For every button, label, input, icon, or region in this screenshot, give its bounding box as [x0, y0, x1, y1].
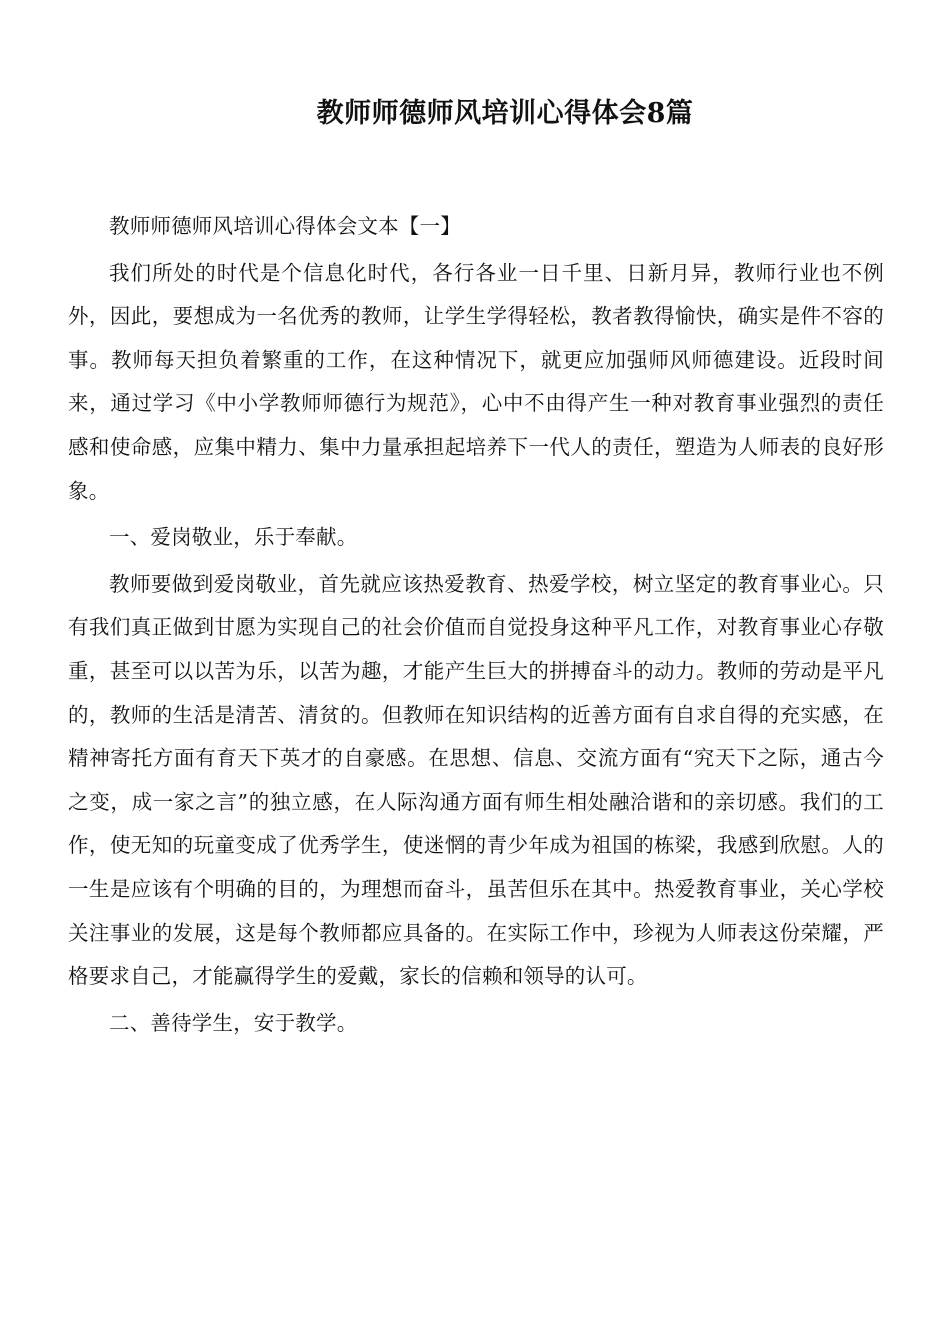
intro-paragraph: 我们所处的时代是个信息化时代，各行各业一日千里、日新月异，教师行业也不例外，因此，要想成为一名优秀的教师，让学生学得轻松，教者教得愉快，确实是件不容的事。教师每天担负着繁重的工作，在这种情况下，就更应加强师风师德建设。近段时间来，通过学习《中小学教师师德行为规范》，心中不由得产生一种对教育事业强烈的责任感和使命感，应集中精力、集中力量承担起培养下一代人的责任，塑造为人师表的良好形象。 [68, 260, 884, 503]
subheading-one: 一、爱岗敬业，乐于奉献。 [109, 525, 358, 550]
document-body [68, 205, 884, 1048]
section-heading-text-one: 教师师德师风培训心得体会文本【一】 [109, 214, 461, 238]
document-title: 教师师德师风培训心得体会8篇 [316, 98, 694, 129]
body-paragraph-one: 教师要做到爱岗敬业，首先就应该热爱教育、热爱学校，树立坚定的教育事业心。只有我们真正做到甘愿为实现自己的社会价值而自觉投身这种平凡工作，对教育事业心存敬重，甚至可以以苦为乐，以苦为趣，才能产生巨大的拼搏奋斗的动力。教师的劳动是平凡的，教师的生活是清苦、清贫的。但教师在知识结构的近善方面有自求自得的充实感，在精神寄托方面有育天下英才的自豪感。在思想、信息、交流方面有“究天下之际，通古今之变，成一家之言”的独立感，在人际沟通方面有师生相处融洽谐和的亲切感。我们的工作，使无知的玩童变成了优秀学生，使迷惘的青少年成为祖国的栋梁，我感到欣慰。人的一生是应该有个明确的目的，为理想而奋斗，虽苦但乐在其中。热爱教育事业，关心学校关注事业的发展，这是每个教师都应具备的。在实际工作中，珍视为人师表这份荣耀，严格要求自己，才能赢得学生的爱戴，家长的信赖和领导的认可。 [68, 571, 884, 989]
subheading-two: 二、善待学生，安于教学。 [109, 1010, 358, 1035]
